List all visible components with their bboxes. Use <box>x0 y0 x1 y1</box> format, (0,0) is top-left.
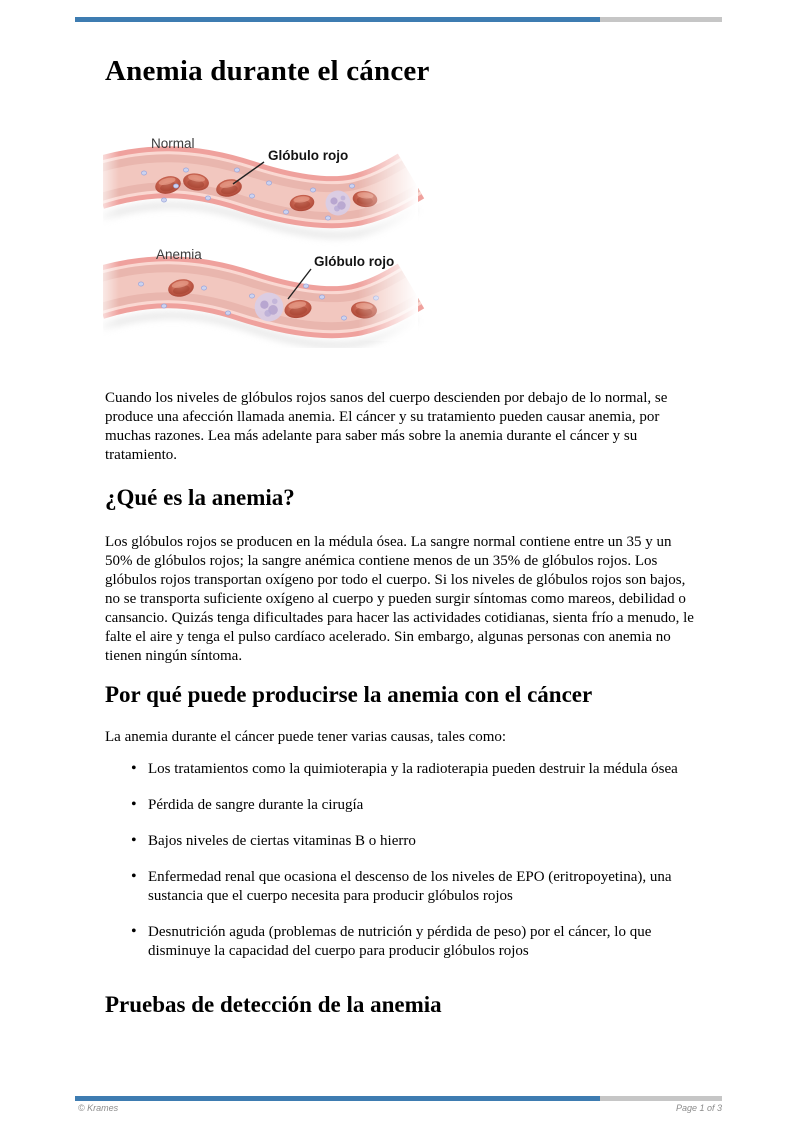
header-rule-blue-segment <box>75 17 600 22</box>
footer-page-number: Page 1 of 3 <box>675 1103 722 1113</box>
top-callout-label: Glóbulo rojo <box>268 148 349 163</box>
bottom-callout-label: Glóbulo rojo <box>314 254 395 269</box>
list-item: • Desnutrición aguda (problemas de nutrición y pérdida de peso) por el cáncer, lo que disminuye la capacidad del cuerpo para producir glóbulos rojos <box>105 923 705 961</box>
vessel-left-fade <box>103 141 119 341</box>
section-body-que-es-la-anemia: Los glóbulos rojos se producen en la médula ósea. La sangre normal contiene entre un 35 y un 50% de glóbulos rojos; la sangre anémica contiene menos de un 35% de glóbulos rojos. Los glóbulos rojos transportan oxígeno por todo el cuerpo. Si los niveles de glóbulos rojos son bajos, no se transporta suficiente oxígeno al cuerpo y pueden surgir síntomas como mareos, debilidad o cansancio. Quizás tenga dificultades para hacer las actividades cotidianas, sienta frío a menudo, le falte el aire y tenga el pulso cardíaco acelerado. Sin embargo, algunas personas con anemia no tienen ningún síntoma. <box>105 534 694 664</box>
white-blood-cell <box>255 293 284 322</box>
vessel-right-fade <box>358 141 418 341</box>
section-heading-pruebas-deteccion: Pruebas de detección de la anemia <box>105 992 442 1017</box>
footer-rule <box>75 1096 722 1101</box>
header-rule <box>75 17 722 22</box>
anemia-label: Anemia <box>156 247 202 262</box>
white-blood-cell <box>326 191 351 216</box>
section-heading-que-es-la-anemia: ¿Qué es la anemia? <box>105 485 295 510</box>
list-item: • Pérdida de sangre durante la cirugía <box>105 796 705 815</box>
footer-rule-gray-segment <box>600 1096 722 1101</box>
page-title: Anemia durante el cáncer <box>105 55 430 87</box>
list-item: • Enfermedad renal que ocasiona el descenso de los niveles de EPO (eritropoyetina), una sustancia que el cuerpo necesita para producir glóbulos rojos <box>105 868 705 906</box>
section-heading-por-que-anemia-cancer: Por qué puede producirse la anemia con el cáncer <box>105 682 593 707</box>
causes-list <box>105 760 705 978</box>
footer-rule-blue-segment <box>75 1096 600 1101</box>
normal-label: Normal <box>151 136 195 151</box>
section-intro-causas: La anemia durante el cáncer puede tener varias causas, tales como: <box>105 729 507 745</box>
intro-paragraph: Cuando los niveles de glóbulos rojos sanos del cuerpo descienden por debajo de lo normal, se produce una afección llamada anemia. El cáncer y su tratamiento pueden causar anemia, por muchas razones. Lea más adelante para saber más sobre la anemia durante el cáncer y su tratamiento. <box>105 390 668 463</box>
footer-copyright: © Krames <box>78 1103 119 1113</box>
list-item: • Bajos niveles de ciertas vitaminas B o hierro <box>105 832 705 851</box>
blood-vessel-illustration <box>103 126 448 348</box>
header-rule-gray-segment <box>600 17 722 22</box>
list-item: • Los tratamientos como la quimioterapia y la radioterapia pueden destruir la médula ósea <box>105 760 705 779</box>
